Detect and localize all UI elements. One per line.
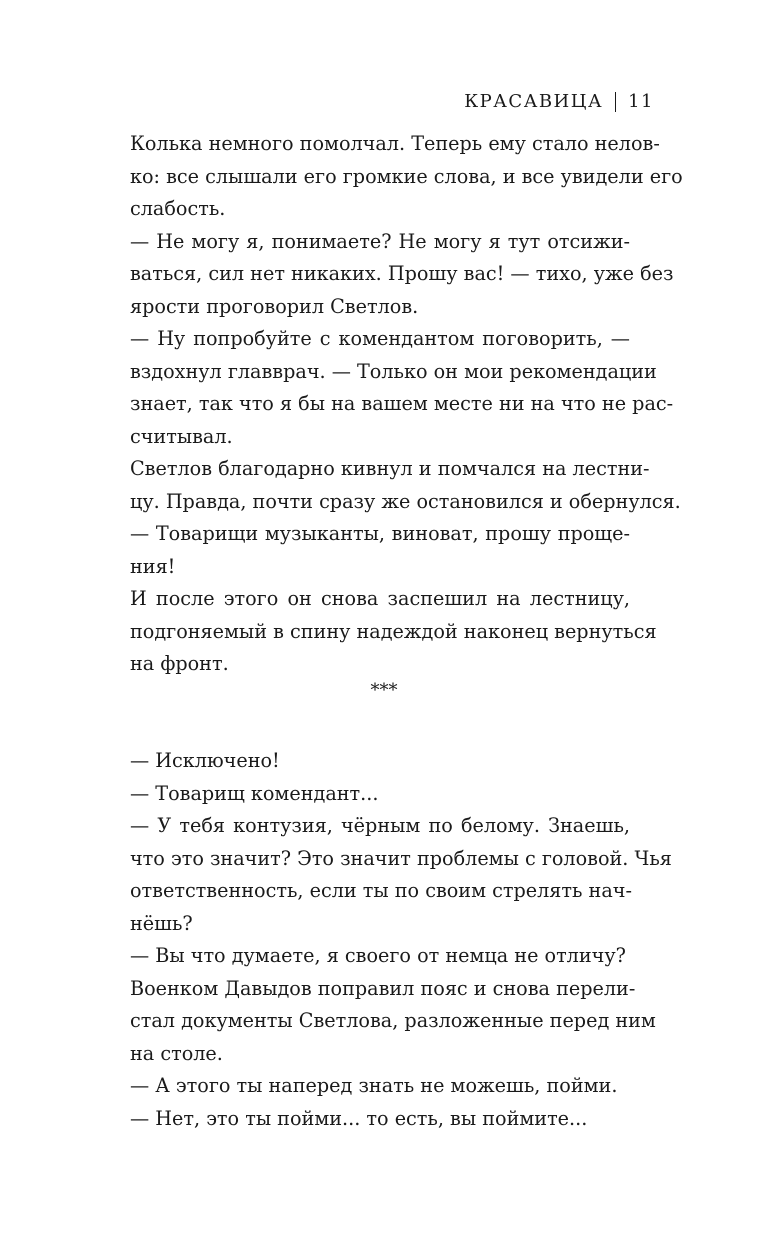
text-line: знает, так что я бы на вашем месте ни на что не рас- xyxy=(130,392,674,415)
text-line: Колька немного помолчал. Теперь ему стало нелов- xyxy=(130,132,660,155)
text-block-first xyxy=(130,128,683,681)
text-line: — Товарищ комендант... xyxy=(130,781,379,805)
text-line: ваться, сил нет никаких. Прошу вас! — тихо, уже без xyxy=(130,262,674,285)
text-line: цу. Правда, почти сразу же остановился и обернулся. xyxy=(130,489,681,513)
text-line: — Вы что думаете, я своего от немца не отличу? xyxy=(130,944,626,967)
text-line: — Исключено! xyxy=(130,749,280,772)
text-line: — Ну попробуйте с комендантом поговорить, — xyxy=(130,327,630,350)
text-line: на фронт. xyxy=(130,652,229,675)
text-line: нёшь? xyxy=(130,911,193,935)
paragraph xyxy=(130,1103,630,1136)
text-line: слабость. xyxy=(130,197,226,220)
paragraph xyxy=(130,940,630,973)
text-line: ярости проговорил Светлов. xyxy=(130,294,419,318)
text-line: — Товарищи музыканты, виноват, прошу проще- xyxy=(130,522,630,545)
paragraph xyxy=(130,810,672,940)
text-line: Военком Давыдов поправил пояс и снова перели- xyxy=(130,976,636,1000)
text-block-second xyxy=(130,745,672,1135)
paragraph xyxy=(130,128,683,226)
text-line: ответственность, если ты по своим стрелять нач- xyxy=(130,879,632,902)
text-line: — Не могу я, понимаете? Не могу я тут отсижи- xyxy=(130,229,630,253)
text-line: — Нет, это ты пойми... то есть, вы поймите... xyxy=(130,1106,588,1130)
running-header xyxy=(464,88,654,116)
paragraph xyxy=(130,583,657,681)
text-line: на столе. xyxy=(130,1041,223,1065)
paragraph xyxy=(130,453,681,518)
paragraph xyxy=(130,226,674,324)
text-line: считывал. xyxy=(130,424,233,448)
text-line: ко: все слышали его громкие слова, и все увидели его xyxy=(130,164,683,188)
paragraph xyxy=(130,745,630,778)
text-line: — У тебя контузия, чёрным по белому. Знаешь, xyxy=(130,814,630,837)
page-number: 11 xyxy=(628,91,654,112)
text-line: И после этого он снова заспешил на лестницу, xyxy=(130,587,630,610)
paragraph xyxy=(130,973,656,1071)
paragraph xyxy=(130,1070,630,1103)
text-line: подгоняемый в спину надеждой наконец вернуться xyxy=(130,619,657,643)
paragraph xyxy=(130,323,674,453)
running-title: КРАСАВИЦА xyxy=(464,91,604,112)
paragraph xyxy=(130,778,630,811)
text-line: ния! xyxy=(130,554,176,578)
text-line: вздохнул главврач. — Только он мои рекомендации xyxy=(130,359,657,383)
text-line: — А этого ты наперед знать не можешь, пойми. xyxy=(130,1074,618,1097)
section-separator: *** xyxy=(370,680,398,701)
text-line: Светлов благодарно кивнул и помчался на лестни- xyxy=(130,457,650,480)
text-line: стал документы Светлова, разложенные перед ним xyxy=(130,1009,656,1032)
paragraph xyxy=(130,518,630,583)
header-divider xyxy=(615,92,616,112)
text-line: что это значит? Это значит проблемы с головой. Чья xyxy=(130,846,672,870)
